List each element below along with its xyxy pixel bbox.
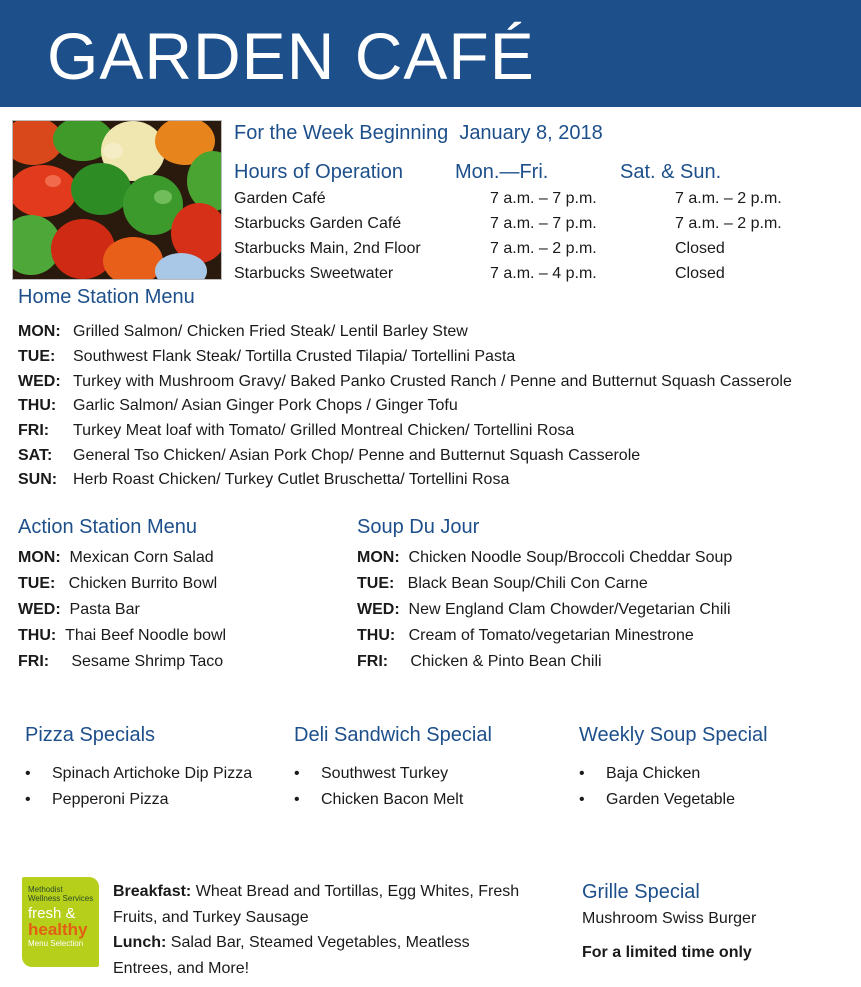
lunch-text: Salad Bar, Steamed Vegetables, Meatless Entrees, and More! xyxy=(113,934,470,977)
day-label: WED: xyxy=(357,601,400,618)
page-title: GARDEN CAFÉ xyxy=(47,19,535,93)
bell-peppers-image xyxy=(13,121,221,279)
day-label: THU: xyxy=(357,627,396,644)
day-label: WED: xyxy=(18,373,61,390)
deli-special-list xyxy=(294,761,463,813)
list-item: • Pepperoni Pizza xyxy=(25,787,252,813)
pizza-specials-heading: Pizza Specials xyxy=(25,724,156,746)
lunch-label: Lunch: xyxy=(113,934,167,951)
day-label: FRI: xyxy=(357,653,389,670)
day-label: THU: xyxy=(18,627,57,644)
day-label: FRI: xyxy=(18,422,50,439)
soup-du-jour-heading: Soup Du Jour xyxy=(357,516,480,538)
menu-item: Thai Beef Noodle bowl xyxy=(65,627,227,644)
menu-items: Turkey Meat loaf with Tomato/ Grilled Montreal Chicken/ Tortellini Rosa xyxy=(73,422,575,439)
breakfast-text: Wheat Bread and Tortillas, Egg Whites, Fresh Fruits, and Turkey Sausage xyxy=(113,883,520,926)
menu-items: Southwest Flank Steak/ Tortilla Crusted Tilapia/ Tortellini Pasta xyxy=(73,348,516,365)
action-station-row xyxy=(18,627,226,645)
menu-item: Pasta Bar xyxy=(69,601,140,618)
soup-du-jour-row xyxy=(357,653,602,671)
list-item: • Southwest Turkey xyxy=(294,761,463,787)
limited-time-note: For a limited time only xyxy=(582,944,752,961)
wellness-description xyxy=(113,879,523,981)
soup-item: Chicken Noodle Soup/Broccoli Cheddar Soup xyxy=(408,549,733,566)
title-banner xyxy=(0,0,861,107)
fresh-healthy-logo xyxy=(22,877,99,967)
soup-du-jour-row xyxy=(357,549,732,567)
soup-item: New England Clam Chowder/Vegetarian Chili xyxy=(408,601,731,618)
list-item: • Garden Vegetable xyxy=(579,787,735,813)
lunch-line xyxy=(113,930,523,981)
hours-heading: Hours of Operation xyxy=(234,161,403,183)
list-item: • Baja Chicken xyxy=(579,761,735,787)
day-label: TUE: xyxy=(357,575,395,592)
hours-weekend: Closed xyxy=(675,265,725,282)
hours-weekday: 7 a.m. – 2 p.m. xyxy=(490,240,597,257)
home-station-row xyxy=(18,447,640,465)
day-label: SUN: xyxy=(18,471,58,488)
home-station-row xyxy=(18,397,458,415)
menu-item: Sesame Shrimp Taco xyxy=(71,653,224,670)
soup-du-jour-row xyxy=(357,601,731,619)
logo-fresh-text: fresh & xyxy=(28,905,76,922)
home-station-row xyxy=(18,348,515,366)
hours-weekday: 7 a.m. – 4 p.m. xyxy=(490,265,597,282)
action-station-row xyxy=(18,549,214,567)
hours-place: Starbucks Sweetwater xyxy=(234,265,394,282)
hours-weekend: 7 a.m. – 2 p.m. xyxy=(675,215,782,232)
menu-item: Chicken Burrito Bowl xyxy=(68,575,218,592)
menu-items: General Tso Chicken/ Asian Pork Chop/ Penne and Butternut Squash Casserole xyxy=(73,447,641,464)
menu-item: Mexican Corn Salad xyxy=(69,549,214,566)
day-label: SAT: xyxy=(18,447,53,464)
logo-healthy-text: healthy xyxy=(28,920,88,939)
grille-special-heading: Grille Special xyxy=(582,881,700,903)
breakfast-line xyxy=(113,879,523,930)
action-station-row xyxy=(18,653,223,671)
grille-special-item: Mushroom Swiss Burger xyxy=(582,910,757,927)
list-item: • Chicken Bacon Melt xyxy=(294,787,463,813)
hours-place: Garden Café xyxy=(234,190,326,207)
hours-weekday: 7 a.m. – 7 p.m. xyxy=(490,190,597,207)
home-station-heading: Home Station Menu xyxy=(18,286,195,308)
week-label: For the Week Beginning January 8, 2018 xyxy=(234,122,603,144)
action-station-heading: Action Station Menu xyxy=(18,516,197,538)
day-label: MON: xyxy=(18,323,61,340)
day-label: TUE: xyxy=(18,348,56,365)
action-station-row xyxy=(18,575,217,593)
hours-place: Starbucks Main, 2nd Floor xyxy=(234,240,421,257)
soup-item: Cream of Tomato/vegetarian Minestrone xyxy=(408,627,694,644)
soup-item: Black Bean Soup/Chili Con Carne xyxy=(407,575,648,592)
hours-col-weekend: Sat. & Sun. xyxy=(620,161,722,183)
menu-items: Grilled Salmon/ Chicken Fried Steak/ Lentil Barley Stew xyxy=(73,323,468,340)
soup-du-jour-row xyxy=(357,575,648,593)
logo-text: Methodist Wellness Services xyxy=(28,885,94,903)
menu-items: Garlic Salmon/ Asian Ginger Pork Chops / Ginger Tofu xyxy=(73,397,458,414)
day-label: WED: xyxy=(18,601,61,618)
home-station-row xyxy=(18,323,468,341)
home-station-row xyxy=(18,471,509,489)
hours-weekday: 7 a.m. – 7 p.m. xyxy=(490,215,597,232)
day-label: THU: xyxy=(18,397,57,414)
list-item: • Spinach Artichoke Dip Pizza xyxy=(25,761,252,787)
breakfast-label: Breakfast: xyxy=(113,883,192,900)
soup-du-jour-row xyxy=(357,627,694,645)
hours-weekend: 7 a.m. – 2 p.m. xyxy=(675,190,782,207)
menu-items: Herb Roast Chicken/ Turkey Cutlet Bruschetta/ Tortellini Rosa xyxy=(73,471,510,488)
hours-col-weekday: Mon.—Fri. xyxy=(455,161,549,183)
menu-items: Turkey with Mushroom Gravy/ Baked Panko Crusted Ranch / Penne and Butternut Squash Casserole xyxy=(73,373,792,390)
deli-special-heading: Deli Sandwich Special xyxy=(294,724,492,746)
logo-menu-selection-text: Menu Selection xyxy=(28,939,84,948)
weekly-soup-heading: Weekly Soup Special xyxy=(579,724,768,746)
day-label: TUE: xyxy=(18,575,56,592)
day-label: MON: xyxy=(18,549,61,566)
home-station-row xyxy=(18,422,574,440)
action-station-row xyxy=(18,601,140,619)
hours-place: Starbucks Garden Café xyxy=(234,215,402,232)
home-station-row xyxy=(18,373,792,391)
day-label: MON: xyxy=(357,549,400,566)
bell-peppers-photo xyxy=(12,120,222,280)
weekly-soup-list xyxy=(579,761,735,813)
pizza-specials-list xyxy=(25,761,252,813)
hours-weekend: Closed xyxy=(675,240,725,257)
day-label: FRI: xyxy=(18,653,50,670)
soup-item: Chicken & Pinto Bean Chili xyxy=(410,653,602,670)
